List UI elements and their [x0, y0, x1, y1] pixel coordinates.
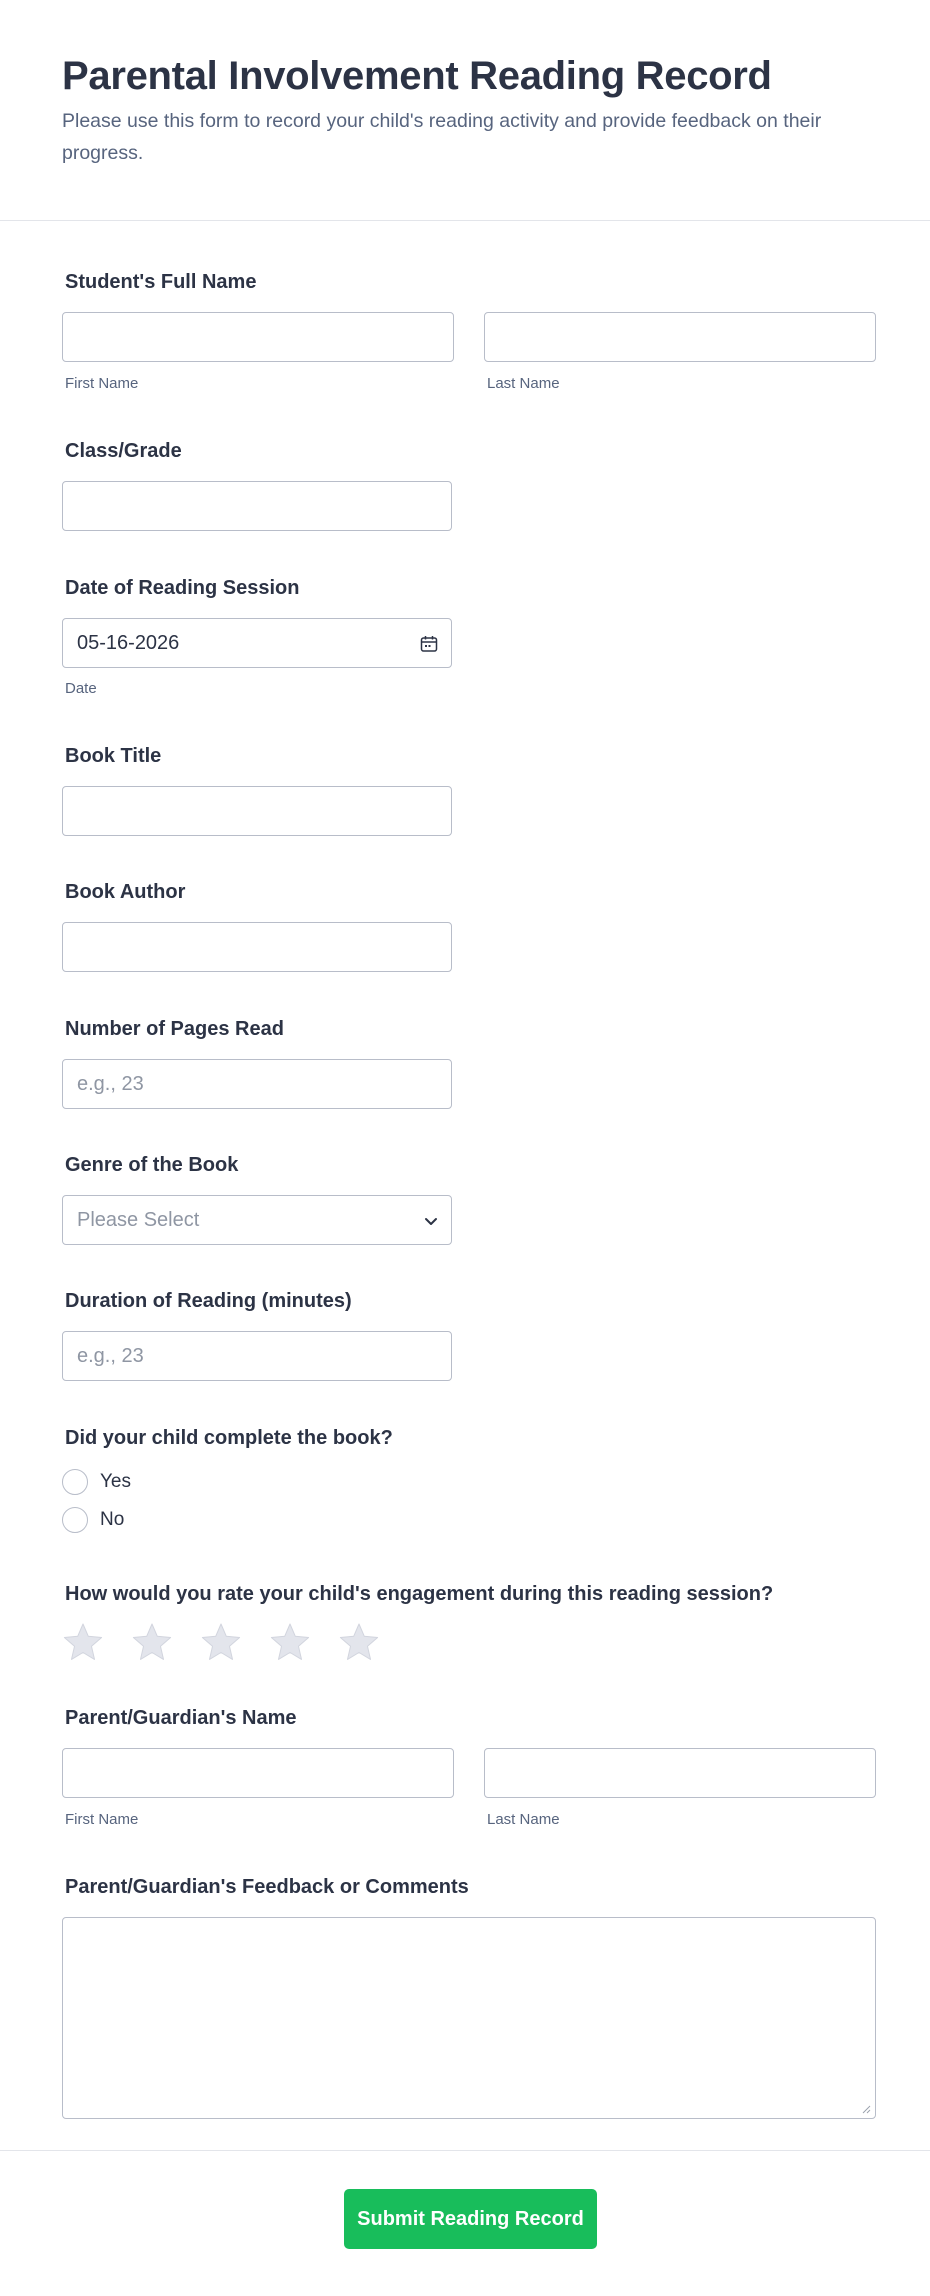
radio-yes-label: Yes	[100, 1471, 131, 1492]
radio-yes[interactable]	[62, 1469, 88, 1495]
star-icon-4[interactable]	[269, 1621, 311, 1663]
student-first-name-input[interactable]	[62, 312, 454, 362]
reading-date-value: 05-16-2026	[77, 631, 180, 654]
form-description: Please use this form to record your child's reading activity and provide feedback on their progress.	[62, 110, 822, 164]
feedback-textarea[interactable]	[62, 1917, 876, 2119]
parent-last-name-sublabel: Last Name	[487, 1811, 560, 1828]
book-author-input[interactable]	[62, 922, 452, 972]
submit-button[interactable]: Submit Reading Record	[344, 2189, 597, 2249]
book-title-input[interactable]	[62, 786, 452, 836]
genre-select[interactable]	[62, 1195, 452, 1245]
star-icon-1[interactable]	[62, 1621, 104, 1663]
form-footer	[0, 2150, 930, 2296]
form-title: Parental Involvement Reading Record	[62, 54, 772, 98]
student-last-name-input[interactable]	[484, 312, 876, 362]
parent-first-name-input[interactable]	[62, 1748, 454, 1798]
class-grade-label: Class/Grade	[65, 440, 182, 462]
star-icon-5[interactable]	[338, 1621, 380, 1663]
resize-handle-icon[interactable]	[861, 2104, 871, 2114]
parent-name-label: Parent/Guardian's Name	[65, 1707, 297, 1729]
calendar-icon[interactable]	[419, 634, 439, 654]
reading-date-input[interactable]	[62, 618, 452, 668]
parent-last-name-input[interactable]	[484, 1748, 876, 1798]
reading-date-sublabel: Date	[65, 680, 97, 697]
completed-option-no[interactable]	[62, 1505, 124, 1535]
book-title-label: Book Title	[65, 745, 162, 767]
class-grade-input[interactable]	[62, 481, 452, 531]
book-author-label: Book Author	[65, 881, 186, 903]
student-name-label: Student's Full Name	[65, 271, 257, 293]
engagement-star-rating[interactable]	[62, 1621, 407, 1663]
reading-record-form	[0, 221, 930, 2221]
student-last-name-sublabel: Last Name	[487, 375, 560, 392]
radio-no-label: No	[100, 1509, 125, 1530]
pages-read-label: Number of Pages Read	[65, 1018, 284, 1040]
parent-first-name-sublabel: First Name	[65, 1811, 139, 1828]
form-header	[0, 0, 930, 221]
duration-input[interactable]	[62, 1331, 452, 1381]
student-first-name-sublabel: First Name	[65, 375, 139, 392]
pages-read-placeholder: e.g., 23	[77, 1072, 144, 1095]
chevron-down-icon	[423, 1213, 439, 1229]
completed-label: Did your child complete the book?	[65, 1427, 393, 1449]
star-icon-3[interactable]	[200, 1621, 242, 1663]
completed-option-yes[interactable]	[62, 1467, 131, 1497]
reading-date-label: Date of Reading Session	[65, 577, 300, 599]
duration-label: Duration of Reading (minutes)	[65, 1290, 352, 1312]
feedback-label: Parent/Guardian's Feedback or Comments	[65, 1876, 469, 1898]
genre-label: Genre of the Book	[65, 1154, 239, 1176]
engagement-label: How would you rate your child's engagement during this reading session?	[65, 1583, 774, 1605]
genre-selected-value: Please Select	[77, 1208, 200, 1231]
duration-placeholder: e.g., 23	[77, 1344, 144, 1367]
star-icon-2[interactable]	[131, 1621, 173, 1663]
radio-no[interactable]	[62, 1507, 88, 1533]
pages-read-input[interactable]	[62, 1059, 452, 1109]
